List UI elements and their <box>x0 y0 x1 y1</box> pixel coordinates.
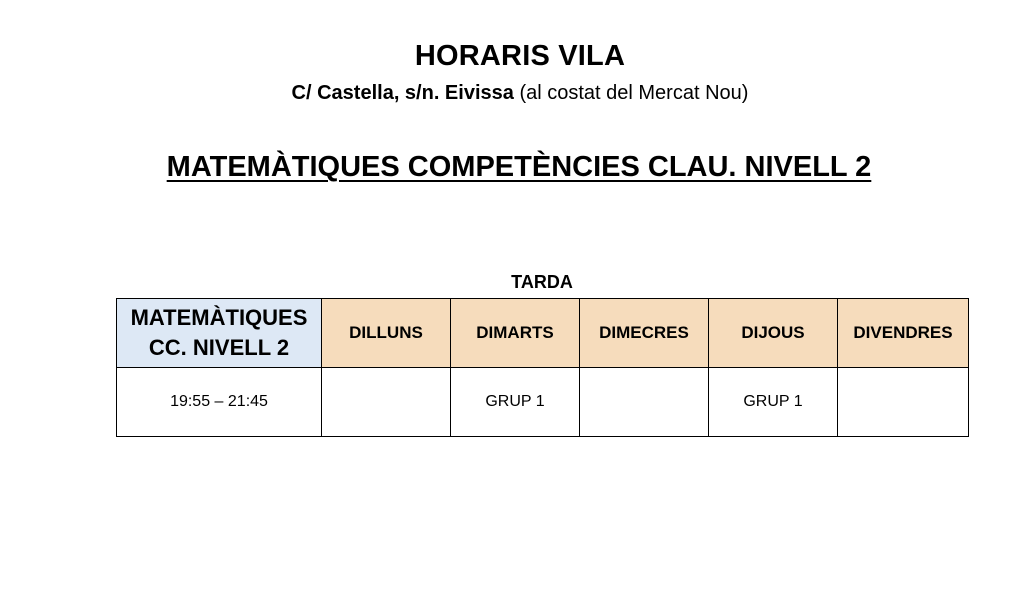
day-header-dijous: DIJOUS <box>709 299 838 368</box>
table-row <box>117 368 969 437</box>
address-street: C/ Castella, s/n. Eivissa <box>291 82 514 104</box>
day-header-dimecres: DIMECRES <box>580 299 709 368</box>
course-header-cell <box>117 299 322 368</box>
slot-divendres <box>838 368 969 437</box>
course-header-line2: CC. NIVELL 2 <box>148 335 290 360</box>
course-header-line1: MATEMÀTIQUES <box>130 305 308 330</box>
slot-dimecres <box>580 368 709 437</box>
time-slot-cell: 19:55 – 21:45 <box>117 368 322 437</box>
address-note: (al costat del Mercat Nou) <box>519 82 749 104</box>
address-line <box>0 82 1024 105</box>
course-title: MATEMÀTIQUES COMPETÈNCIES CLAU. NIVELL 2 <box>166 151 872 183</box>
slot-dijous: GRUP 1 <box>709 368 838 437</box>
period-label: TARDA <box>511 272 573 292</box>
page-title: HORARIS VILA <box>414 40 626 72</box>
day-header-dimarts: DIMARTS <box>451 299 580 368</box>
schedule-header-row <box>117 299 969 368</box>
day-header-dilluns: DILLUNS <box>322 299 451 368</box>
day-header-divendres: DIVENDRES <box>838 299 969 368</box>
slot-dilluns <box>322 368 451 437</box>
schedule-table <box>116 298 969 437</box>
slot-dimarts: GRUP 1 <box>451 368 580 437</box>
